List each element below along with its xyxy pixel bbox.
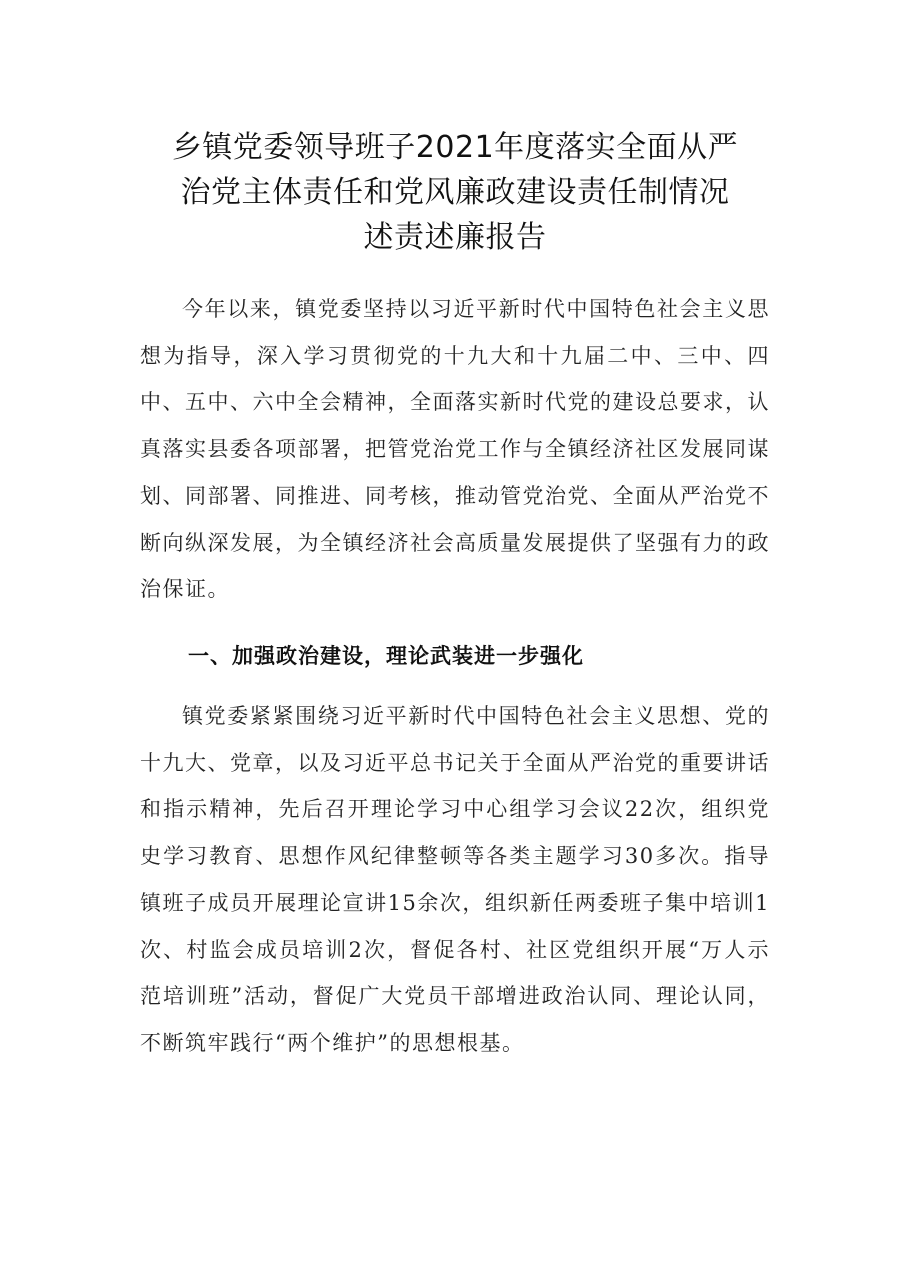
intro-paragraph: 今年以来，镇党委坚持以习近平新时代中国特色社会主义思想为指导，深入学习贯彻党的十九大和十九届二中、三中、四中、五中、六中全会精神，全面落实新时代党的建设总要求，认真落实县委各项部署，把管党治党工作与全镇经济社区发展同谋划、同部署、同推进、同考核，推动管党治党、全面从严治党不断向纵深发展，为全镇经济社会高质量发展提供了坚强有力的政治保证。 (140, 297, 770, 602)
section-heading-1: 一、加强政治建设，理论武装进一步强化 (188, 644, 584, 668)
document-title (120, 125, 790, 260)
section-1-paragraph: 镇党委紧紧围绕习近平新时代中国特色社会主义思想、党的十九大、党章，以及习近平总书记关于全面从严治党的重要讲话和指示精神，先后召开理论学习中心组学习会议22次，组织党史学习教育、思想作风纪律整顿等各类主题学习30多次。指导镇班子成员开展理论宣讲15余次，组织新任两委班子集中培训1次、村监会成员培训2次，督促各村、社区党组织开展“万人示范培训班”活动，督促广大党员干部增进政治认同、理论认同，不断筑牢践行“两个维护”的思想根基。 (140, 704, 770, 1055)
title-line-1: 乡镇党委领导班子2021年度落实全面从严 (171, 130, 739, 165)
title-line-3: 述责述廉报告 (363, 220, 547, 255)
title-line-2: 治党主体责任和党风廉政建设责任制情况 (180, 175, 730, 210)
